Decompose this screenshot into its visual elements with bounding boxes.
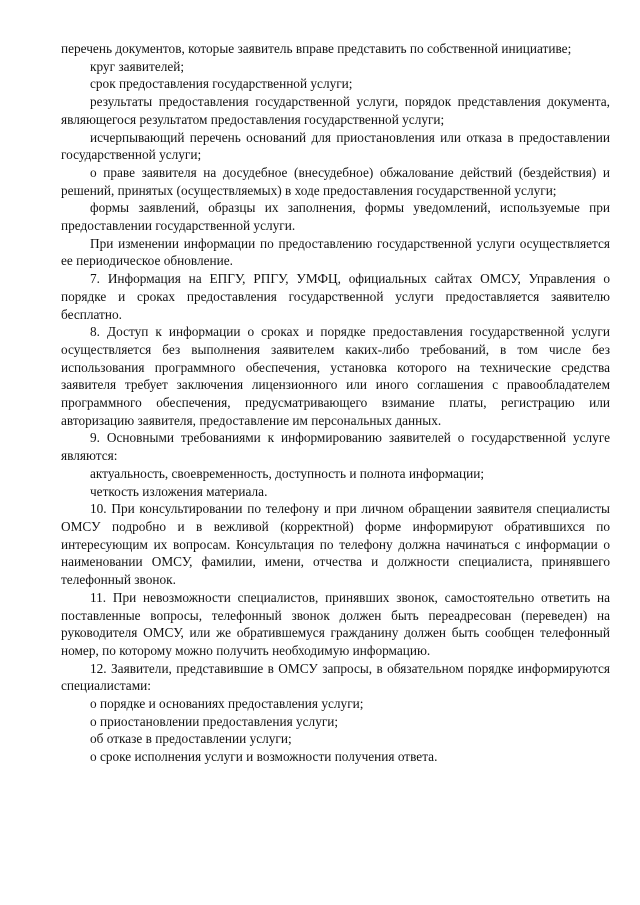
paragraph-updates: При изменении информации по предоставлению государственной услуги осуществляется ее периодическое обновление.: [61, 235, 610, 269]
paragraph-refusal-grounds: исчерпывающий перечень оснований для приостановления или отказа в предоставлении государственной услуги;: [61, 129, 610, 163]
paragraph-item-12: 12. Заявители, представившие в ОМСУ запросы, в обязательном порядке информируются специалистами:: [61, 660, 610, 694]
document-body: [61, 40, 610, 766]
paragraph-applicants: круг заявителей;: [90, 58, 185, 74]
paragraph-appeal-right: о праве заявителя на досудебное (внесудебное) обжалование действий (бездействия) и решений, принятых (осуществляемых) в ходе предоставления государственной услуги;: [61, 164, 610, 198]
paragraph-service-results: результаты предоставления государственной услуги, порядок представления документа, являющегося результатом предоставления государственной услуги;: [61, 94, 610, 127]
paragraph-clarity: четкость изложения материала.: [90, 483, 268, 499]
paragraph-item-9: 9. Основными требованиями к информированию заявителей о государственной услуге являются:: [61, 430, 610, 464]
paragraph-procedure: о порядке и основаниях предоставления услуги;: [90, 696, 364, 712]
paragraph-documents-list: перечень документов, которые заявитель вправе представить по собственной инициативе;: [61, 41, 572, 56]
paragraph-item-7: 7. Информация на ЕПГУ, РПГУ, УМФЦ, официальных сайтах ОМСУ, Управления о порядке и сроках предоставления государственной услуги предоставляется заявителю бесплатно.: [61, 271, 610, 322]
paragraph-item-8: 8. Доступ к информации о сроках и порядке предоставления государственной услуги осуществляется без выполнения заявителем каких-либо требований, в том числе без использования программного обеспечения, установка которого на технические средства заявителя требует заключения лицензионного или иного соглашения с правообладателем программного обеспечения, предусматривающего взимание платы, регистрацию или авторизацию заявителя, предоставление им персональных данных.: [61, 324, 610, 428]
paragraph-service-term: срок предоставления государственной услуги;: [90, 76, 353, 92]
paragraph-suspension: о приостановлении предоставления услуги;: [90, 713, 339, 729]
paragraph-relevance: актуальность, своевременность, доступность и полнота информации;: [90, 465, 485, 481]
paragraph-item-10: 10. При консультировании по телефону и при личном обращении заявителя специалисты ОМСУ подробно и в вежливой (корректной) форме информируют обратившихся по интересующим их вопросам. Консультация по телефону должна начинаться с информации о наименовании ОМСУ, фамилии, имени, отчества и должности специалиста, принявшего телефонный звонок.: [61, 501, 610, 588]
paragraph-forms: формы заявлений, образцы их заполнения, формы уведомлений, используемые при предоставлении государственной услуги.: [61, 200, 610, 234]
paragraph-item-11: 11. При невозможности специалистов, принявших звонок, самостоятельно ответить на поставленные вопросы, телефонный звонок должен быть переадресован (переведен) на руководителя ОМСУ, или же обратившемуся гражданину должен быть сообщен телефонный номер, по которому можно получить необходимую информацию.: [61, 589, 610, 658]
paragraph-deadline: о сроке исполнения услуги и возможности получения ответа.: [90, 749, 438, 765]
paragraph-refusal: об отказе в предоставлении услуги;: [90, 731, 292, 747]
